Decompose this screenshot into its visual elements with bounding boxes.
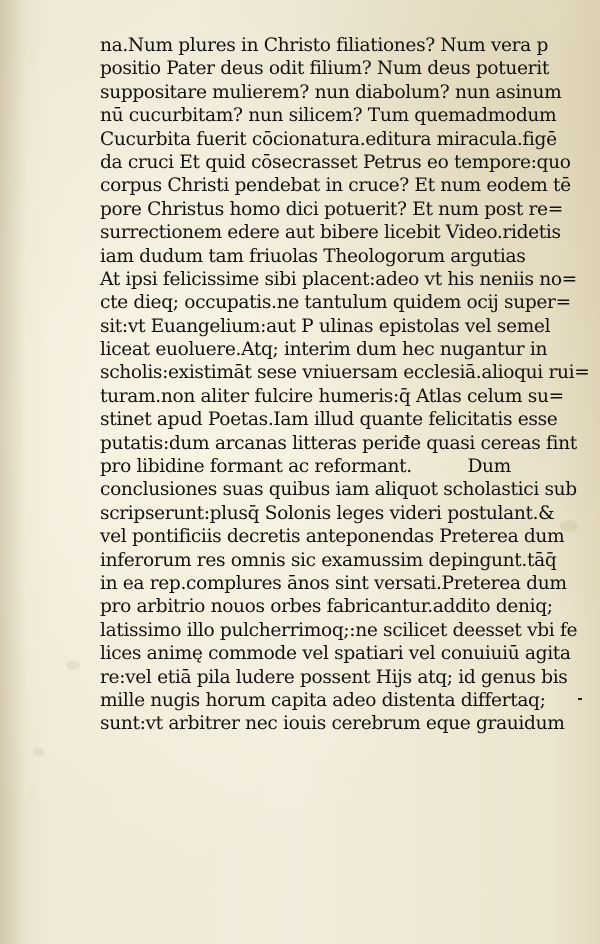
text-line: latissimo illo pulcherrimoq;:ne scilicet deesset vbi fe (100, 619, 578, 641)
text-line: pro arbitrio nouos orbes fabricantur.addito deniq; (100, 596, 553, 618)
text-line: nū cucurbitam? nun silicem? Tum quemadmodum (100, 105, 557, 127)
text-line: pore Christus homo dici potuerit? Et num post re= (100, 198, 563, 220)
text-line: mille nugis horum capita adeo distenta differtaq; (100, 689, 546, 711)
text-line: vel pontificiis decretis anteponendas Preterea dum (100, 526, 565, 548)
text-line: scripserunt:plusq̄ Solonis leges videri postulant.& (100, 502, 555, 524)
text-line: in ea rep.complures ānos sint versati.Preterea dum (100, 572, 567, 594)
text-line: da cruci Et quid cōsecrasset Petrus eo tempore:quo (100, 151, 571, 173)
text-line: corpus Christi pendebat in cruce? Et num eodem tē (100, 175, 571, 197)
text-line: positio Pater deus odit filium? Num deus potuerit (100, 58, 549, 80)
text-line: sit:vt Euangelium:aut P ulinas epistolas vel semel (100, 315, 551, 337)
text-column (100, 34, 590, 736)
text-line: lices animę commode vel spatiari vel conuiuiū agita (100, 643, 571, 665)
text-line: suppositare mulierem? nun diabolum? nun asinum (100, 81, 562, 103)
text-line: na.Num plures in Christo filiationes? Num vera p (100, 35, 549, 56)
text-line: turam.non aliter fulcire humeris:q̄ Atlas celum su= (100, 385, 564, 407)
page-gutter-shadow (0, 0, 26, 944)
text-line: putatis:dum arcanas litteras periđe quasi cereas fint (100, 432, 577, 454)
text-line: stinet apud Poetas.Iam illud quante felicitatis esse (100, 409, 558, 431)
text-line: sunt:vt arbitrer nec iouis cerebrum eque grauidum (100, 713, 565, 735)
text-line: inferorum res omnis sic examussim depingunt.tāq̄ (100, 549, 557, 571)
text-line: cte dieq; occupatis.ne tantulum quidem ocij super= (100, 292, 571, 314)
paper-stain (34, 748, 44, 756)
text-line: surrectionem edere aut bibere licebit Video.ridetis (100, 222, 561, 244)
text-line: pro libidine formant ac reformant. Dum (100, 456, 511, 478)
text-line: scholis:existimāt sese vniuersam ecclesiā.alioqui rui= (100, 362, 590, 384)
paper-stain (66, 660, 80, 670)
text-line: re:vel etiā pila ludere possent Hijs atq; id genus bis (100, 666, 568, 688)
text-line: conclusiones suas quibus iam aliquot scholastici sub (100, 479, 577, 501)
text-line: liceat euoluere.Atq; interim dum hec nugantur in (100, 339, 548, 361)
text-line: Cucurbita fuerit cōcionatura.editura miracula.figē (100, 128, 557, 150)
text-line: iam dudum tam friuolas Theologorum argutias (100, 245, 526, 267)
text-line: At ipsi felicissime sibi placent:adeo vt his neniis no= (100, 268, 577, 290)
